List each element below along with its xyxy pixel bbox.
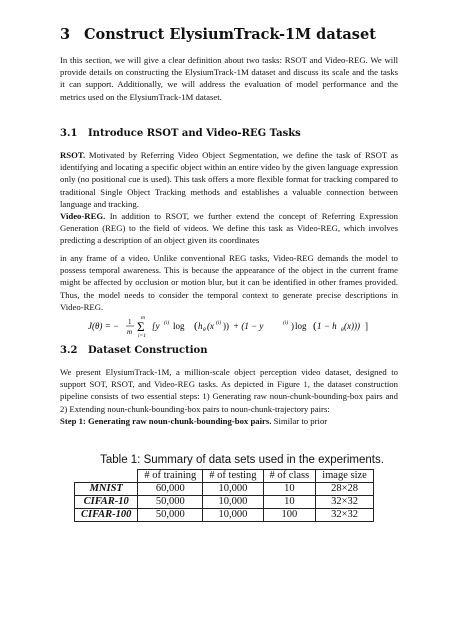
eq-close-x2: (x))) [344,321,360,331]
eq-theta1: θ [203,327,206,333]
table-cell: 10,000 [203,509,263,522]
eq-frac-den: m [127,328,133,336]
table-header: # of testing [203,470,263,483]
eq-close-x1: )) [223,321,229,331]
eq-lhs: J(θ) = − [88,321,120,331]
table-cell: 100 [263,509,316,522]
step1-text: Similar to prior [271,415,328,426]
summary-table [74,469,374,522]
eq-frac-num: 1 [128,318,132,326]
loss-equation [88,314,368,338]
videoreg-term: Video-REG. [60,211,106,222]
table-row [75,496,374,509]
row-label: CIFAR-10 [75,496,138,509]
table-caption: Table 1: Summary of data sets used in the experiments. [100,454,384,466]
table-row [75,509,374,522]
table-cell: 32×32 [316,496,374,509]
subsection-number: 3.1 [60,128,78,139]
eq-sup3: (i) [283,320,289,326]
table-header: # of class [263,470,316,483]
dataset-text-end: , the dataset construction pipeline consists of two essential steps: 1) Generating raw noun-chunk-bounding-box pairs and 2) Extending noun-chunk-bounding-box pairs to noun-chunk-trajectory pairs: [60,379,398,414]
eq-sum-bottom: i=1 [138,333,146,338]
subsection-number: 3.2 [60,345,78,356]
table-cell: 50,000 [138,496,203,509]
eq-x1: (x [207,321,214,331]
table-cell: 10,000 [203,483,263,496]
table-cell: 50,000 [138,509,203,522]
summary-table-block [60,454,398,522]
table-header: # of training [138,470,203,483]
continuation-paragraph: in any frame of a video. Unlike conventional REG tasks, Video-REG demands the model to possess temporal awareness. This is because the appearance of the object in the current frame might be affected by occlusion or motion blur, but it can be identified in other frames provided. Thus, the model needs to consider the temporal context to generate precise descriptions in Video-REG. [60,253,398,312]
table-cell: 10,000 [203,496,263,509]
table-cell: 32×32 [316,509,374,522]
eq-log2: log [295,321,307,331]
eq-term2: + (1 − y [233,321,264,331]
intro-paragraph: In this section, we will give a clear definition about two tasks: RSOT and Video-REG. We will provide details on constructing the ElysiumTrack-1M dataset and discuss its scale and the tasks it can support. Additionally, we will address the evaluation of model performance and the metrics used on the ElysiumTrack-1M dataset. [60,55,398,102]
eq-close-paren2: ) [291,321,294,331]
subsection-heading-3-2 [60,345,207,356]
videoreg-text: In addition to RSOT, we further extend the concept of Referring Expression Generation (REG) to the field of videos. We define this task as Video-REG, which involves predicting a description of an object given its coordinates [60,211,398,246]
eq-paren1: ( [194,320,198,332]
table-header: image size [316,470,374,483]
table-cell: 10 [263,496,316,509]
eq-term1: [y [152,321,160,331]
tasks-paragraph [60,149,398,247]
table-cell: 60,000 [138,483,203,496]
subsection-title: Dataset Construction [88,345,208,356]
section-number: 3 [60,26,71,43]
eq-sum-sign: Σ [137,319,145,334]
eq-log1: log [173,321,185,331]
eq-theta2: θ [341,327,344,333]
eq-close-bracket: ] [365,321,368,331]
table-cell: 28×28 [316,483,374,496]
table-cell: 10 [263,483,316,496]
table-header-row [75,470,374,483]
eq-sup1: (i) [164,320,170,326]
rsot-text: Motivated by Referring Video Object Segmentation, we define the task of RSOT as identifying and locating a specific object within an entire video by the given language expression only (no positional cue is used). This task offers a more flexible format for tracking compared to traditional Single Object Tracking methods and establishes a valuable connection between language and tracking. [60,150,398,209]
row-label: CIFAR-100 [75,509,138,522]
dataset-text-start: We present ElysiumTrack-1M, a million-scale object perception video dataset, designed to support SOT, RSOT, and Video-REG tasks. As depicted in Figure [60,367,398,390]
dataset-paragraph [60,366,398,427]
figure-reference-link[interactable]: 1 [303,379,308,390]
eq-h1: h [198,321,203,331]
eq-one-minus-h: 1 − h [317,321,337,331]
step1-term: Step 1: Generating raw noun-chunk-bounding-box pairs. [60,415,272,426]
table-row [75,483,374,496]
subsection-title: Introduce RSOT and Video-REG Tasks [88,128,301,139]
eq-paren3: ( [313,320,317,332]
section-heading [60,26,376,43]
row-label: MNIST [75,483,138,496]
rsot-term: RSOT. [60,150,86,160]
eq-sup2: (i) [216,320,222,326]
eq-sum-top: m [141,315,145,321]
table-corner [75,470,138,483]
section-title: Construct ElysiumTrack-1M dataset [84,26,376,43]
subsection-heading-3-1 [60,128,301,139]
